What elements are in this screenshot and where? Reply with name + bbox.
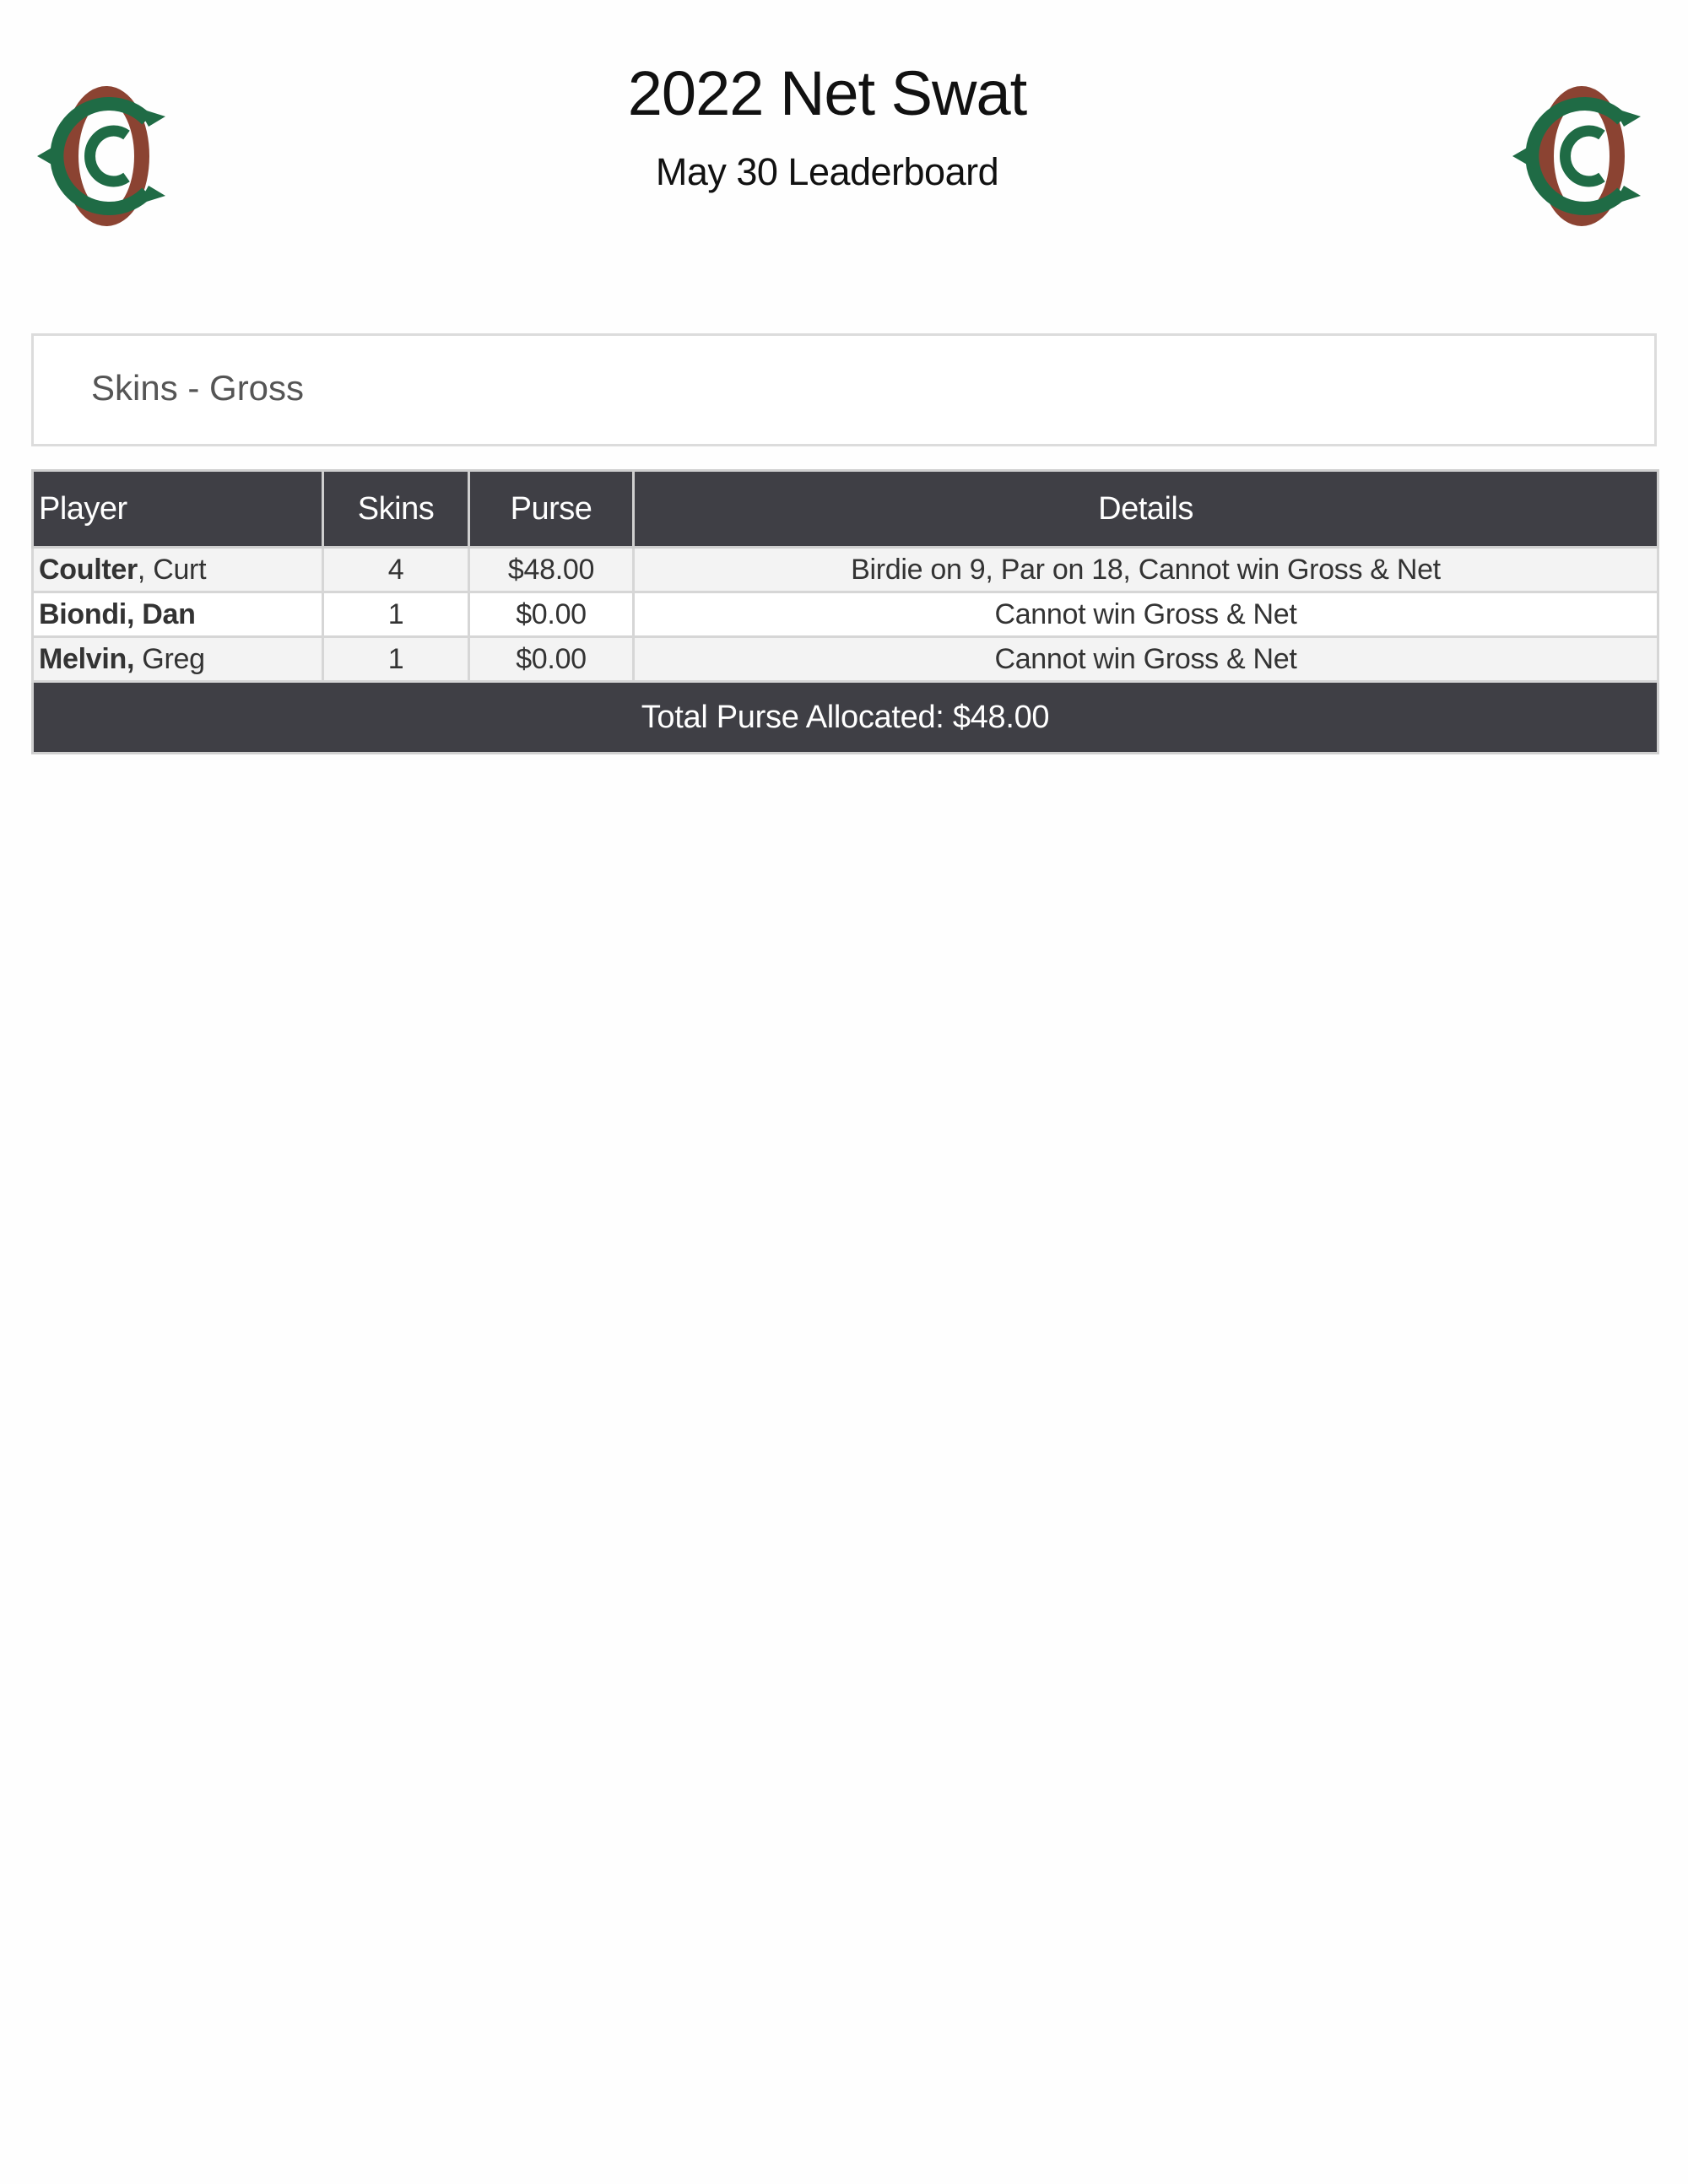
total-row bbox=[33, 682, 1658, 754]
section-header bbox=[31, 333, 1657, 446]
player-last-name: Melvin, bbox=[39, 642, 135, 675]
club-monogram-icon bbox=[30, 68, 182, 245]
player-first-name: Greg bbox=[134, 642, 205, 675]
player-last-name: Coulter bbox=[39, 553, 138, 586]
skins-cell: 1 bbox=[323, 592, 469, 637]
total-purse: Total Purse Allocated: $48.00 bbox=[33, 682, 1658, 754]
club-logo-left bbox=[30, 68, 182, 245]
column-header-player: Player bbox=[33, 471, 323, 548]
page-subtitle: May 30 Leaderboard bbox=[655, 150, 999, 193]
column-header-skins: Skins bbox=[323, 471, 469, 548]
table-row bbox=[33, 548, 1658, 592]
player-cell bbox=[33, 548, 323, 592]
page-title: 2022 Net Swat bbox=[627, 58, 1027, 128]
purse-cell: $0.00 bbox=[469, 592, 634, 637]
skins-cell: 1 bbox=[323, 637, 469, 682]
purse-cell: $0.00 bbox=[469, 637, 634, 682]
table-header-row bbox=[33, 471, 1658, 548]
column-header-purse: Purse bbox=[469, 471, 634, 548]
skins-table bbox=[31, 469, 1659, 754]
table-row bbox=[33, 592, 1658, 637]
player-cell bbox=[33, 592, 323, 637]
details-cell: Birdie on 9, Par on 18, Cannot win Gross & Net bbox=[634, 548, 1658, 592]
table-row bbox=[33, 637, 1658, 682]
column-header-details: Details bbox=[634, 471, 1658, 548]
player-last-name: Biondi, Dan bbox=[39, 597, 196, 630]
details-cell: Cannot win Gross & Net bbox=[634, 637, 1658, 682]
player-first-name: , Curt bbox=[137, 553, 207, 586]
player-cell bbox=[33, 637, 323, 682]
club-monogram-icon bbox=[1506, 68, 1658, 245]
details-cell: Cannot win Gross & Net bbox=[634, 592, 1658, 637]
skins-cell: 4 bbox=[323, 548, 469, 592]
purse-cell: $48.00 bbox=[469, 548, 634, 592]
club-logo-right bbox=[1506, 68, 1658, 245]
section-title: Skins - Gross bbox=[91, 368, 305, 408]
